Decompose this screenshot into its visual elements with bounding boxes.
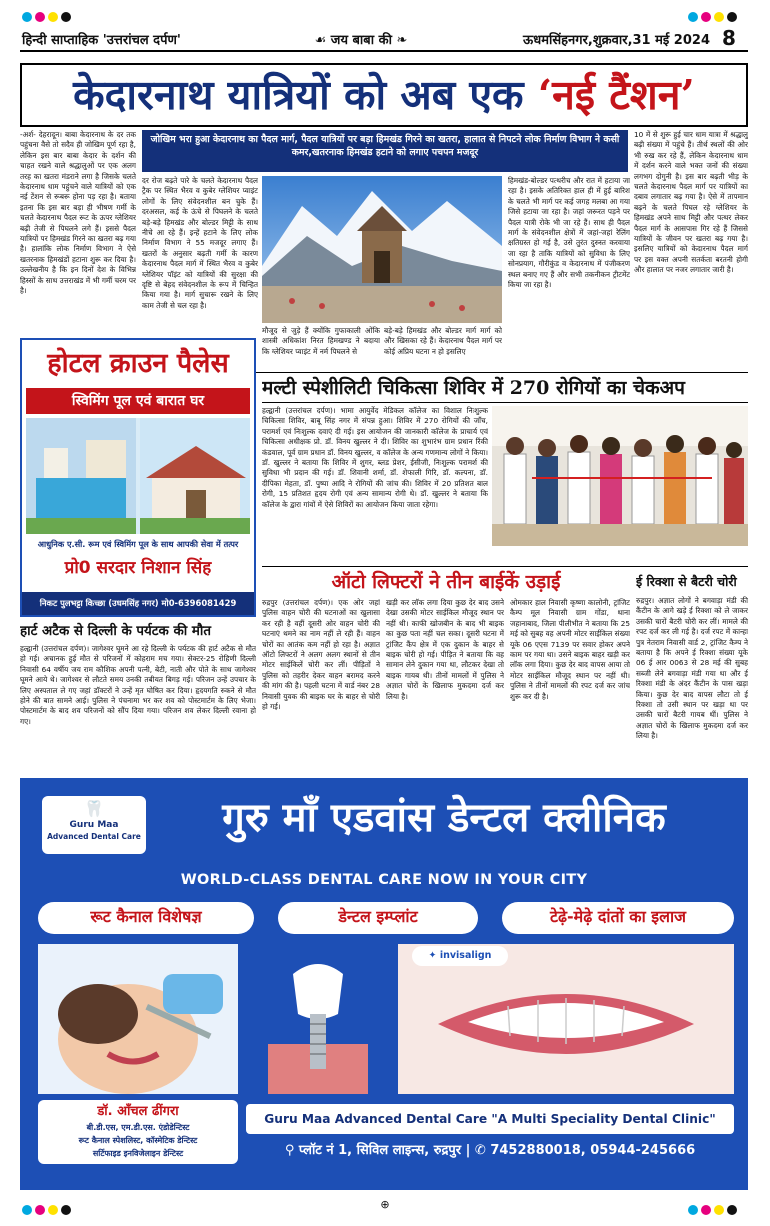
auto-column-2: खड़ी कर लॉक लगा दिया कुछ देर बाद उसने देखा उसकी मोटर साईकिल मौजूद स्थान पर नहीं थी। काफी खोजबीन के बाद भी बाइक का कुछ पता नहीं चल सका। दूसरी घटना में ट्रांजिट कैंप क्षेत्र में एक दुकान के बाहर से बाइक चोरी हो गई। पीड़ित ने बताया कि वह सामान लेने दुकान गया था, लौटकर देखा तो बाइक गायब थी। तीनों मामलों में पुलिस ने अज्ञात चोरों के खिलाफ मुकदमा दर्ज कर लिया है। [386, 598, 504, 701]
lead-column-4: 10 में से शुरू हुई चार धाम यात्रा में श्रद्धालु बढ़ी संख्या में पहुंचे हैं। तीर्थ स्थलों की ओर भी रुख कर रहे हैं, लेकिन केदारनाथ धाम में दर्शन करने वाले भक्त जनों की संख्या लगभग दोगुनी है। इस बार बढ़ती भीड़ के चलते केदारनाथ पैदल मार्ग पर यात्रियों का दबाव लगातार बढ़ गया है। ऐसे में तापमान बढ़ने के चलते पिघल रहे ग्लेशियर के हिमखंड अपने साथ मिट्टी और पत्थर लेकर पैदल मार्ग के आसपास गिर रहे हैं जिससे यात्रियों के जीवन पर खतरा बढ़ गया है। इसलिए यात्रियों को केदारनाथ पैदल मार्ग पर इस वक्त अपनी सतर्कता बरतनी होगी और हालात पर नजर लगातार जारी है। [634, 130, 748, 275]
dental-photo-patient [38, 944, 238, 1094]
hotel-name: होटल क्राउन पैलेस [47, 348, 229, 379]
lead-headline: केदारनाथ यात्रियों को अब एक ‘नई टैंशन’ [73, 71, 695, 119]
dateline: ऊधमसिंहनगर,शुक्रवार,31 मई 2024 [523, 33, 710, 48]
health-headline: मल्टी स्पेशीलिटी चिकित्सा शिविर में 270 रोगियों का चेकअप [262, 377, 685, 399]
hotel-strip: आधुनिक ए.सी. रूम एवं स्विमिंग पूल के साथ आपकी सेवा में तत्पर [37, 539, 239, 549]
page-number: 8 [722, 26, 736, 50]
rickshaw-headline: ई रिक्शा से बैटरी चोरी [636, 574, 737, 589]
color-dots-top-left [22, 7, 74, 26]
lead-column-3: हिमखंड-बोल्डर पत्थरीच और रात में हटाया जा रहा है। इसके अतिरिक्त हाल ही में हुई बारिश के चलते भी मार्ग पर कई जगह मलबा आ गया जिसे हटाया जा रहा है। जहां जरूरत पड़ने पर पैदल यात्री रोके भी जा रहे हैं। साथ ही पैदल मार्ग के संवेदनशील क्षेत्रों में जहां-जहां रेलिंग क्षतिग्रस्त हो गई है, उसे तुरंत दुरुस्त करवाया जा रहा है ताकि यात्रियों को सुविधा के लिए सोनप्रयाग, गौरीकुंड व केदारनाथ में पंजीकरण स्थल बनाए गए हैं और सभी तकनीकन ट्रीटमेंट किया जा रहा है। [508, 176, 630, 290]
paper-name: हिन्दी साप्ताहिक 'उत्तरांचल दर्पण' [22, 33, 181, 48]
heart-body: हल्द्वानी (उत्तरांचल दर्पण)। जागेश्वर घूमने आ रहे दिल्ली के पर्यटक की हार्ट अटैक से मौत हो गई। अचानक हुई मौत से परिजनों में कोहराम मच गया। सेक्टर-25 रोहिणी दिल्ली निवासी 64 वर्षीय जय राम कौशिक अपनी पत्नी, बेटी, नाती और पोते के साथ जागेश्वर घूमने आये थे। जागेश्वर से लौटते समय उनकी तबीयत बिगड़ गई। परिजन उन्हें उपचार के लिए अस्पताल ले गए जहां डॉक्टरों ने उन्हें मृत घोषित कर दिया। हृदयगति रुकने से मौत होने की बात सामने आई। पुलिस ने पंचनामा भर कर शव को पोस्टमार्टम के लिए भेजा। पोस्टमार्टम के बाद शव परिजनों को सौंप दिया गया। परिजन शव लेकर दिल्ली रवाना हो गए। [20, 644, 256, 726]
lead-deck: जोखिम भरा हुआ केदारनाथ का पैदल मार्ग, पैदल यात्रियों पर बड़ा हिमखंड गिरने का खतरा, हालात से निपटने लोक निर्माण विभाग ने कसी कमर,खतरनाक हिमखंड हटाने को लगाए पचपन मजदूर [142, 130, 628, 172]
tooth-logo-icon: 🦷 [84, 799, 104, 818]
lead-photo-caption-left: मौजूद से जुड़े हैं क्योंकि गुफाकाली ओंकि शास्त्री अधिकांश निरत हिमखण्ड ने बदाया कि ग्लेशियर प्वाइंट में नर्म पिघलने से [262, 326, 380, 356]
health-body: हल्द्वानी (उत्तरांचल दर्पण)। भामा आयुर्वेद मेडिकल कॉलेज का विशाल निःशुल्क चिकित्सा शिविर, बाबू सिंह नगर में संपन्न हुआ। शिविर में 270 रोगियों की जाँच, परामर्श एवं निःशुल्क दवाएं दी गई। इस आयोजन की जानकारी कॉलेज के प्राचार्य एवं चिकित्सा अधीक्षक प्रो. डॉ. विनय खुल्लर ने दी। शिविर का शुभारंभ ग्राम प्रधान रिंकी कंडवाल, पूर्व ग्राम प्रधान डॉ. विनय खुल्लर, व कॉलेज के अन्य गणमान्य लोगों ने किया। डॉ. खुल्लर ने बताया कि शिविर में शुगर, ब्लड प्रेशर, ईसीजी, निःशुल्क परामर्श की सुविधा भी प्रदान की गई। डॉ. शिवानी शर्मा, डॉ. शेफाली गिरि, डॉ. कल्पना, डॉ. दीपिका मेहता, डॉ. पुष्पा आदि ने रोगियों की जांच की। शिविर में 20 प्रतिशत बाल रोगी, 15 प्रतिशत हृदय रोगी एवं अन्य सामान्य रोगी थे। डॉ. खुल्लर ने बताया कि कॉलेज के द्वारा गांवों में ऐसे शिविरों का आयोजन किया जाता रहेगा। [262, 406, 488, 509]
dental-contact [246, 1138, 734, 1164]
heart-headline: हार्ट अटैक से दिल्ली के पर्यटक की मौत [20, 623, 211, 639]
hotel-tagline: स्विमिंग पूल एवं बारात घर [26, 388, 250, 414]
doctor-qualification-1: बी.डी.एस, एम.डी.एस. एंडोडेन्टिस्ट [86, 1123, 190, 1132]
dental-logo [42, 796, 146, 854]
dental-address: प्लॉट नं 1, सिविल लाइन्स, रुद्रपुर [298, 1143, 462, 1158]
health-camp-photo [492, 406, 748, 546]
doctor-qualification-2: रूट कैनाल स्पेशलिस्ट, कॉस्मेटिक डेन्टिस्ट [78, 1136, 198, 1145]
contact-separator: | [465, 1143, 475, 1158]
auto-column-1: रुद्रपुर (उत्तरांचल दर्पण)। एक ओर जहां पुलिस वाहन चोरी की घटनाओं का खुलासा कर रही है वहीं दूसरी ओर वाहन चोरी की घटनाएं थमने का नाम नहीं ले रही हैं। वाहन चोरों का आतंक कम नहीं हो रहा है। अज्ञात ऑटो लिफ्टरों ने अलग अलग स्थानों से तीन मोटर साईकिलें चोरी कर लीं। पीड़ितों ने पुलिस को तहरीर देकर वाहन बरामद करने की मांग की है। पहली घटना में वार्ड नंबर 28 निवासी युवक की बाइक घर के बाहर से चोरी हो गई। [262, 598, 380, 712]
rickshaw-body: रुद्रपुर। अज्ञात लोगों ने बगवाड़ा मंडी की कैंटीन के आगे खड़े ई रिक्शा को ले जाकर उसकी चारों बैटरी चोरी कर लीं। मामले की रपट दर्ज कर ली गई है। दर्ज रपट में कान्हा पुत्र नेतराम निवासी वार्ड 2, ट्रांजिट कैम्प ने बताया है कि अपने ई रिक्शा संख्या यूके 06 ई आर 0063 से 28 मई की सुबह सब्जी लेने बगवाड़ा मंडी गया था और ई रिक्शा मंडी के अंदर कैंटीन के पास खड़ा किया। कुछ देर बाद वापस लौटा तो ई रिक्शा तो उसी स्थान पर खड़ा था पर उसकी चारों बैटरी गायब थीं। पुलिस ने अज्ञात चोरों के खिलाफ मुकदमा दर्ज कर लिया है। [636, 596, 748, 741]
phone-icon: ✆ [474, 1143, 491, 1158]
header-center-text: ☙ जय बाबा की ❧ [314, 33, 408, 48]
dental-banner: Guru Maa Advanced Dental Care "A Multi Speciality Dental Clinic" [246, 1104, 734, 1134]
lead-column-1: -अर्श- देहरादून। बाबा केदारनाथ के दर तक पहुंचना वैसे तो सदैव ही जोखिम पूर्ण रहा है, लेकिन इस बार बाबा केदार के दर्शन की चाहत रखने वाले श्रद्धालुओं पर एक अलग तरह का खतरा मंडराने लगा है जिसके चलते केदारनाथ धाम पहुंचने वाले यात्रियों को एक नई टेंशन से रूबरू होना पड़ रहा है। बताया इतना कि इस बार बड़ा ही भीषण गर्मी के चलते केदारनाथ पैदल रूट के ऊपर ग्लेशियर बढ़ी तेजी से पिघलने लगे हैं। इससे पैदल यात्रियों पर हिमखंड गिरने का खतरा बढ़ गया है। हालांकि लोक निर्माण विभाग ने ऐसे खतरनाक हिमखंडों हटाना शुरू कर दिया है। उल्लेखनीय है कि इन दिनों देश के विभिन्न हिस्सों के साथ उत्तराखंड में भी गर्मी चरम पर है। [20, 130, 136, 296]
dental-pill-root-canal: रूट कैनाल विशेषज्ञ [38, 902, 254, 934]
dental-subtitle: WORLD-CLASS DENTAL CARE NOW IN YOUR CITY [180, 872, 588, 888]
hotel-ad [20, 338, 256, 617]
dental-title: गुरु माँ एडवांस डेन्टल क्लीनिक [222, 795, 666, 841]
hotel-owner: प्रो0 सरदार निशान सिंह [64, 558, 212, 578]
dental-doctor-card [38, 1100, 238, 1164]
health-rule [262, 402, 748, 403]
lead-headline-box [20, 63, 748, 127]
lead-photo-caption-right: बड़े-बड़े हिमखंड और बोल्डर मार्ग मार्ग को और खिसका रहे हैं। केदारनाथ पैदल मार्ग पर कोई अप्रिय घटना न हो इसलिए [384, 326, 502, 356]
dental-logo-line1: Guru Maa [69, 820, 119, 830]
auto-column-3: ओमकार हाल निवासी कृष्णा कालोनी, ट्रांजिट कैम्प मूल निवासी ग्राम गोंडा, थाना जहानाबाद, जिला पीलीभीत ने बताया कि 25 मई को सुबह वह अपनी मोटर साईकिल संख्या यूके 06 एएस 7139 पर सवार होकर अपने काम पर गया था। उसने बाइक बाहर खड़ी कर लॉक लगा दिया। कुछ देर बाद वापस आया तो मोटर साईकिल मौजूद स्थान पर नहीं थी। पुलिस ने तीनों मामलों की रपट दर्ज कर जांच शुरू कर दी है। [510, 598, 630, 701]
hotel-photos [26, 418, 250, 534]
dental-photo-implant [248, 944, 388, 1094]
sparkle-icon: ✦ [428, 950, 440, 961]
location-pin-icon: ⚲ [284, 1143, 299, 1158]
lead-column-2: दर रोज बढ़ते पारे के चलते केदारनाथ पैदल ट्रैक पर स्थित भैरव व कुबेर ग्लेशियर प्वाइंट लोगों के लिए संवेदनशील बन चुके हैं। दरअसल, कई के ऊंचे से पिघलने के चलते बड़े-बड़े हिमखंड और बोल्डर मिट्टी के साथ नीचे आ रहे हैं। इन्हें हटाने के लिए लोक निर्माण विभाग ने 55 मजदूर लगाए हैं। खतरों के अनुसार बढ़ती गर्मी के कारण केदारनाथ पैदल मार्ग में स्थित भैरव व कुबेर ग्लेशियर पॉइंट को यात्रियों की सुरक्षा की दृष्टि से बेहद संवेदनशील के रूप में चिन्हित किया गया है। मार्ग सुचारू रखने के लिए काम तेजी से चल रहा है। [142, 176, 258, 310]
auto-headline: ऑटो लिफ्टरों ने तीन बाईकें उड़ाई [331, 571, 561, 593]
hotel-contact: निकट पुलभट्टा किच्छा (उधमसिंह नगर) मो0-6396081429 [22, 592, 254, 615]
dental-pill-implant: डेन्टल इम्प्लांट [278, 902, 478, 934]
dental-ad [20, 778, 748, 1190]
doctor-qualification-3: सर्टिफाइड इनविजेलाइन डेन्टिस्ट [92, 1149, 184, 1158]
invisalign-badge: ✦ invisalign [412, 946, 508, 966]
dental-photo-aligner [398, 944, 734, 1094]
dental-phone: 7452880018, 05944-245666 [490, 1143, 696, 1158]
dental-logo-line2: Advanced Dental Care [47, 832, 141, 841]
registration-mark: ⊕ [380, 1198, 390, 1211]
decorative-flourish-icon: ☙ [314, 33, 331, 48]
color-dots-top-right [688, 7, 740, 26]
section-rule-2 [262, 566, 748, 567]
color-dots-bottom-right [688, 1200, 740, 1219]
kedarnath-temple-photo [262, 176, 502, 323]
header-rule [20, 50, 748, 52]
color-dots-bottom-left [22, 1200, 74, 1219]
doctor-name: डॉ. आँचल ढींगरा [97, 1104, 179, 1119]
dental-pill-aligners: टेढ़े-मेढ़े दांतों का इलाज [502, 902, 734, 934]
decorative-flourish-icon-right: ❧ [391, 33, 408, 48]
